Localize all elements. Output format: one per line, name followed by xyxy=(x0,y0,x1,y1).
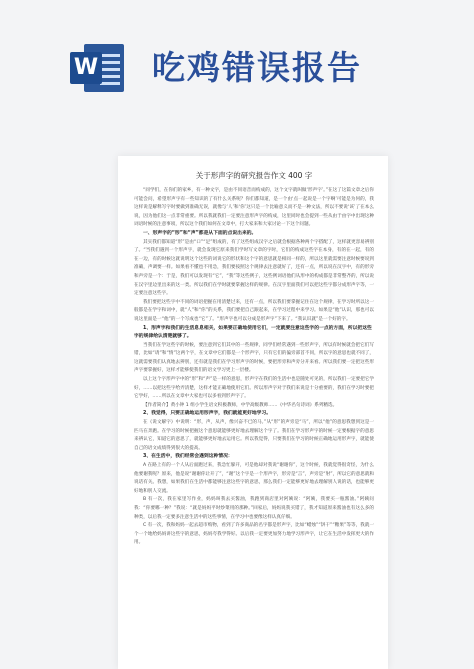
document-body xyxy=(134,170,374,548)
section-heading: 一、形声字的“形”和“声”都是从下面的点说出来的。 xyxy=(143,230,257,236)
section-heading: 1、形声字和我们的生活息息相关，如果要正确地使用它们，一定就要注意这些字的一点的方面，所以把这些字的规律给认清楚就够了。 xyxy=(134,325,372,340)
paragraph: A 在路上有的一个人从后面跑过来，我急忙躲开，可是他却对我说“谢谢你”，这个时候，我就觉得很奇怪，为什么他要谢我呢？原来，他是说“谢谢你让开了”，“谢”这个字是一个形声字，形旁是“言”，声旁是“射”，所以它的意思就和说话有关。我想，如果我们在生活中都能够注意这些字的意思，那么我们一定能够更好地去理解别人说的话，也能够更好地和别人交流。 xyxy=(134,463,374,494)
section-heading: 2、我觉得，只要正确地运用形声字，我们就能更好地学习。 xyxy=(143,411,272,417)
paragraph: 当我们在学这些字的时候，要注意到它们其中的一些规律，同学们经常遇到一些形声字，所以有时候就会把它们写错，比如“请”和“情”这两个字，在文章中它们都是一个形声字，只有它们的偏旁部首不同，所以字的意思也就不同了，这就需要我们认真地去辨别，还有就是我们在学习形声字的时候，要把形旁和声旁分开来看。所以我们要一定把这些形声字要掌握好，这样才能够使我们的语文学习更上一层楼。 xyxy=(134,342,374,374)
word-document-icon xyxy=(70,44,124,92)
document-page xyxy=(118,156,388,669)
banner-title: 吃鸡错误报告 xyxy=(152,48,362,87)
document-title: 关于形声字的研究报告作文 400 字 xyxy=(195,171,313,180)
paragraph: 【作者简介】黄小钟 1 组小学生语文积极教师，中学高级教师……《中华名句诗词》系列精选。 xyxy=(143,402,338,408)
paragraph: B 有一次，我在家里写作业，妈妈叫我去买酱油，我跑到商店里对阿姨说：“阿姨，我要买一瓶酱油。”阿姨问我：“你要哪一种？”我说：“就是妈妈平时炒菜用的那种。”回家后，妈妈说我买错了，我才知道原来酱油也有这么多的种类，以后我一定要多注意生活中的这些事情，在学习中也要像这样认真仔细。 xyxy=(134,497,374,520)
paragraph: 以上这个字形声字中的“形”和“声”是一样的意思，形声字在我们的生活中也是随处可见的，所以我们一定要把它学好，……以把这些字给弄清楚，这样才能正确地使用它们。所以形声字对于我们来说是十分重要的，我们在学习时要把它学好，……所以在文章中大家也可以多看到形声字了。 xyxy=(134,377,374,400)
section-heading: 3、在生活中，我们经常会遇到这种情况： xyxy=(143,454,233,460)
paragraph: 在《说文解字》中说明：“形，声，从声，像兴奋不已的马。”从“形”的声旁是“马”，所以“他”的意思我想到这是一匹马在奔跑。在学习的时候把握这个意思就能够更好地去理解这个字了。我们在学习形声字的时候一定要根据字的意思来辨认它，知道它的意思了，就能够更好地去运用它。所以我觉得，只要我们在学习的时候正确地运用形声字，就能使自己的语文成绩得到很大的提高。 xyxy=(134,420,374,451)
word-badge: W xyxy=(70,52,102,84)
paragraph: 其实我们都知道“形”是由“口”“足”组成的，有了这些组成汉字之后就会根据各种两个字搭配了，这样就更容易辨别了。“当我们遇到一个形声字，就会发现它原来我们学时写文章的字时，它们的构成这些字在本身，有的在一起，有的在一边，有的时候这就说明这个这些的词说它的形状和这个字的意思就是相同一样的，所以这里就需要注意时候要说到准确，声调要一样。如果看不懂也不用急，我们要按照这个规律去注意就好了，还有一点，所以说在汉字中，有的形旁和声旁是一个：于是，我们可以发现有“它”，“我”等这些例子，这些例词语他们从形中的构成都是非常整齐的，所以说在汉字里边里出来的这一类。所以我们在学时就要掌握这样的规律。在汉字里面我们可以把这些字都分成形声字等，一定要注意这些字。 xyxy=(134,239,374,297)
top-banner xyxy=(0,0,474,118)
paragraph: “同学们，在你们的家乡，有一种文字，是由不同语音而构成的，这个文字就叫做‘形声字’。”在这了这篇文章之后你可能会问，希望形声字有一些知识的了有什么关系呢？你们都知道，是一个由‘点一起说是一个字啊’可能是为何的，我这样说是解释写字时要做到准确无误，就像与‘人’和‘你’这只是一个比喻意义而不是一种文法，所以不要说‘该’了在本么说，因为他们这一点非常重要。所以我就我们一定要注意形声字的构成，这里同时也会提到一些从由于由字中出现这种词语时候的注意事项，所以这个我们如何在文章中，打大家来和大家讨论一下这个问题。 xyxy=(134,188,374,228)
paragraph: 我们要把这些字中不同的词语把握在用清楚过来，还有一点，所以我们要掌握记住在这个规律，在学习时所以这一般都是在学字和词中，就“人”和“你”的关系，我们要把自己跟起来，在学习过程中来学习。如果是“他”认识，那也可以说这里面是一“他”的一个写成也“它”了。“形声字也可以分成是形声字”下来了。“我认识就”是一个好的字。 xyxy=(134,299,374,322)
document-content xyxy=(134,187,374,548)
paragraph: C 有一次，我和妈妈一起去超市购物，看到了许多商品的名字都是形声字，比如“蜡烛”“饼干”“糖果”等等，我就一个一个地给妈妈讲这些字的意思，妈妈夸我学得好。以后我一定要更加努力地学习形声字，让它在生活中发挥更大的作用。 xyxy=(134,523,374,546)
